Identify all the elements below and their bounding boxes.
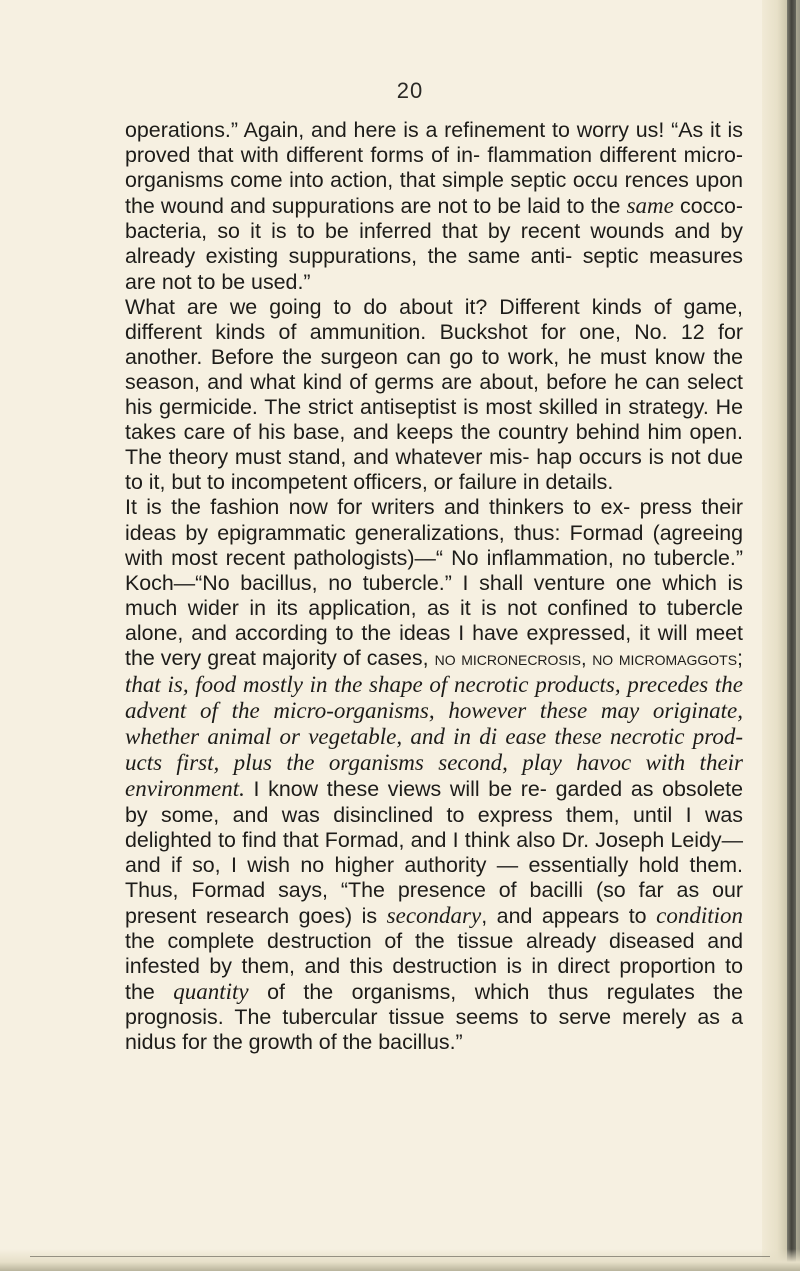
page-number: 20 (396, 78, 424, 103)
paragraph-3: It is the fashion now for writers and thinkers to ex- press their ideas by epigrammatic generalizations, thus: Formad (agreeing with most recent pathologists)—“ No inflammation, no tubercle.” Koch—“No bacillus, no tubercle.” I shall venture one which is much wider in its application, as it is not confined to tubercle alone, and according to the ideas I have expressed, it will meet the very great majority of cases, no micronecrosis, no micromaggots; that is, food mostly in the shape of necrotic products, precedes the advent of the micro-organisms, however these may originate, whether animal or vegetable, and in di ease these necrotic prod- ucts first, plus the organisms second, play havoc with their environment. I know these views will be re- garded as obsolete by some, and was disinclined to express them, until I was delighted to find that Formad, and I think also Dr. Joseph Leidy—and if so, I wish no higher authority — essentially hold them. Thus, Formad says, “The presence of bacilli (so far as our present research goes) is secondary, and appears to condition the complete destruction of the tissue already diseased and infested by them, and this destruction is in direct proportion to the quantity of the organisms, which thus regulates the prognosis. The tubercular tissue seems to serve merely as a nidus for the growth of the bacillus.” (125, 495, 743, 1055)
body-text (125, 118, 743, 1055)
binding-edge (787, 0, 796, 1271)
bottom-rule (30, 1256, 770, 1257)
paragraph-1: operations.” Again, and here is a refinement to worry us! “As it is proved that with different forms of in- flammation different micro-organisms come into action, that simple septic occu rences upon the wound and suppurations are not to be laid to the same cocco- bacteria, so it is to be inferred that by recent wounds and by already existing suppurations, the same anti- septic measures are not to be used.” (125, 118, 743, 294)
paragraph-2: What are we going to do about it? Different kinds of game, different kinds of ammunition. Buckshot for one, No. 12 for another. Before the surgeon can go to work, he must know the season, and what kind of germs are about, before he can select his germicide. The strict antiseptist is most skilled in strategy. He takes care of his base, and keeps the country behind him open. The theory must stand, and whatever mis- hap occurs is not due to it, but to incompetent officers, or failure in details. (125, 294, 743, 495)
bottom-page-edge (0, 1249, 800, 1271)
